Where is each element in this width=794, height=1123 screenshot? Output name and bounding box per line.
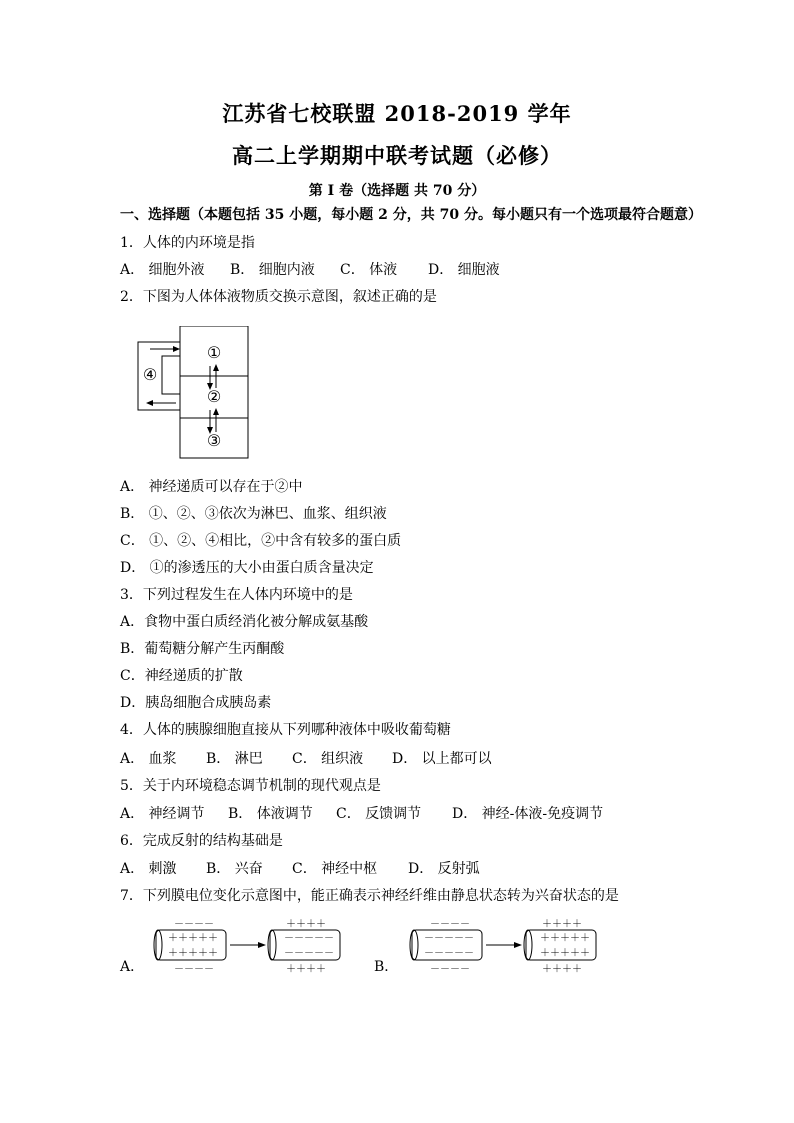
fiber-a-excited-inner-top: －－－－－: [284, 933, 334, 944]
fiber-a-excited-inner-bottom: －－－－－: [284, 948, 334, 959]
q6-option-d: D． 反射弧: [408, 861, 480, 877]
q4-option-c: C． 组织液: [292, 751, 364, 767]
q7-option-a-diagram: [150, 918, 350, 974]
q3-option-c: C．神经递质的扩散: [120, 668, 243, 684]
q2-option-a: A． 神经递质可以存在于②中: [120, 479, 303, 495]
q5-option-c: C． 反馈调节: [336, 806, 422, 822]
fiber-a-resting-inner-top: ＋＋＋＋＋: [168, 933, 218, 944]
fiber-a-resting-outer-top: －－－－: [174, 919, 214, 930]
q2-option-d: D． ①的渗透压的大小由蛋白质含量决定: [120, 560, 374, 576]
fiber-b-resting-inner-bottom: －－－－－: [424, 948, 474, 959]
section-title: 一、选择题（本题包括 35 小题，每小题 2 分，共 70 分。每小题只有一个选项最符合题意）: [120, 207, 702, 223]
q1-options: [120, 261, 500, 279]
q1-option-a: A． 细胞外液: [120, 262, 205, 278]
exam-title-line1: 江苏省七校联盟 2018-2019 学年: [222, 101, 572, 126]
body-fluid-exchange-diagram: [136, 326, 256, 462]
q6-option-b: B． 兴奋: [206, 861, 263, 877]
exam-title-line2: 高二上学期期中联考试题（必修）: [232, 143, 562, 168]
fiber-a-resting-outer-bottom: －－－－: [174, 964, 214, 974]
q5-option-d: D． 神经-体液-免疫调节: [452, 806, 604, 822]
q7-option-b-diagram: [406, 918, 606, 974]
q4-option-d: D． 以上都可以: [392, 751, 492, 767]
q7-option-a-label: A．: [120, 959, 145, 975]
fiber-b-resting-inner-top: －－－－－: [424, 933, 474, 944]
q4-options: [120, 750, 492, 768]
q7-stem: 7．下列膜电位变化示意图中，能正确表示神经纤维由静息状态转为兴奋状态的是: [120, 888, 619, 904]
q1-option-d: D． 细胞液: [428, 262, 500, 278]
diagram-label-2: ②: [206, 387, 222, 406]
q3-option-b: B．葡萄糖分解产生丙酮酸: [120, 641, 285, 657]
q6-option-a: A． 刺激: [120, 861, 177, 877]
fiber-b-excited-inner-bottom: ＋＋＋＋＋: [540, 948, 590, 959]
q4-stem: 4．人体的胰腺细胞直接从下列哪种液体中吸收葡萄糖: [120, 722, 451, 738]
fiber-b-resting-outer-bottom: －－－－: [430, 964, 470, 974]
q4-option-b: B． 淋巴: [206, 751, 263, 767]
q7-option-b-label: B．: [374, 959, 399, 975]
diagram-label-1: ①: [206, 343, 222, 362]
fiber-b-resting-outer-top: －－－－: [430, 919, 470, 930]
q5-option-a: A． 神经调节: [120, 806, 205, 822]
fiber-b-excited-outer-top: ＋＋＋＋: [542, 919, 582, 930]
diagram-label-3: ③: [206, 431, 222, 450]
q1-stem: 1．人体的内环境是指: [120, 235, 255, 251]
q3-option-d: D．胰岛细胞合成胰岛素: [120, 695, 272, 711]
q1-option-c: C． 体液: [340, 262, 398, 278]
q5-option-b: B． 体液调节: [228, 806, 313, 822]
q3-option-a: A．食物中蛋白质经消化被分解成氨基酸: [120, 614, 369, 630]
q1-option-b: B． 细胞内液: [230, 262, 315, 278]
q5-stem: 5．关于内环境稳态调节机制的现代观点是: [120, 778, 381, 794]
q6-option-c: C． 神经中枢: [292, 861, 378, 877]
fiber-b-excited-outer-bottom: ＋＋＋＋: [542, 964, 582, 974]
q2-stem: 2．下图为人体体液物质交换示意图，叙述正确的是: [120, 289, 437, 305]
part-title: 第 I 卷（选择题 共 70 分）: [308, 183, 486, 199]
q2-option-b: B． ①、②、③依次为淋巴、血浆、组织液: [120, 506, 387, 522]
fiber-a-excited-outer-bottom: ＋＋＋＋: [286, 964, 326, 974]
fiber-a-excited-outer-top: ＋＋＋＋: [286, 919, 326, 930]
q6-stem: 6．完成反射的结构基础是: [120, 833, 283, 849]
q5-options: [120, 805, 603, 823]
diagram-label-4: ④: [142, 365, 158, 384]
q2-option-c: C． ①、②、④相比，②中含有较多的蛋白质: [120, 533, 402, 549]
q4-option-a: A． 血浆: [120, 751, 177, 767]
fiber-a-resting-inner-bottom: ＋＋＋＋＋: [168, 948, 218, 959]
q3-stem: 3．下列过程发生在人体内环境中的是: [120, 587, 353, 603]
fiber-b-excited-inner-top: ＋＋＋＋＋: [540, 933, 590, 944]
q6-options: [120, 860, 480, 878]
